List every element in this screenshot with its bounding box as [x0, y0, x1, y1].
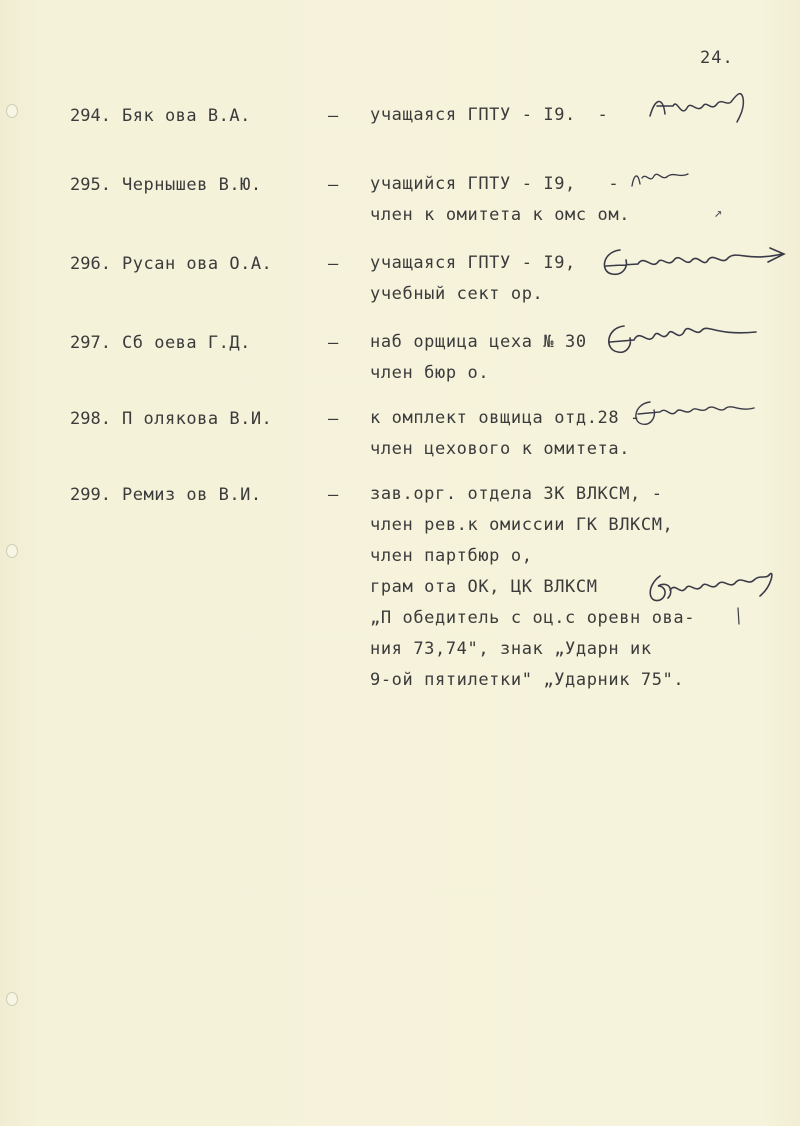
entry-number: 299.	[70, 485, 111, 505]
description-line: наб орщица цеха № 30	[370, 332, 587, 352]
person-name: Ремиз ов В.И.	[122, 485, 262, 505]
handwritten-signature	[598, 240, 788, 295]
separator-dash: –	[328, 254, 339, 274]
description-line: к омплект овщица отд.28 -	[370, 408, 641, 428]
entry-description	[370, 403, 641, 465]
person-name: Бяк ова В.А.	[122, 106, 251, 126]
description-line: зав.орг. отдела ЗК ВЛКСМ, -	[370, 484, 663, 504]
separator-dash: –	[328, 175, 339, 195]
person-name: Русан ова О.А.	[122, 254, 273, 274]
person-name: П олякова В.И.	[122, 409, 273, 429]
description-line: член бюр о.	[370, 363, 490, 383]
description-line: учебный сект ор.	[370, 284, 544, 304]
entry-description	[370, 100, 608, 131]
separator-dash: –	[328, 409, 339, 429]
handwritten-signature	[630, 394, 760, 434]
person-name: Сб оева Г.Д.	[122, 333, 251, 353]
entry-number: 294.	[70, 106, 111, 126]
pencil-mark: ↗	[714, 205, 723, 221]
separator-dash: –	[328, 485, 339, 505]
entry-number: 298.	[70, 409, 111, 429]
entry-description	[370, 327, 587, 389]
person-name: Чернышев В.Ю.	[122, 175, 262, 195]
entry-number: 296.	[70, 254, 111, 274]
handwritten-signature	[628, 164, 698, 194]
entry-description	[370, 248, 576, 310]
separator-dash: –	[328, 333, 339, 353]
punch-hole-mark	[6, 104, 18, 118]
entry-number: 297.	[70, 333, 111, 353]
description-line: член рев.к омиссии ГК ВЛКСМ,	[370, 515, 674, 535]
description-line: учащаяся ГПТУ - I9. -	[370, 105, 609, 125]
description-line: член к омитета к омс ом.	[370, 205, 631, 225]
description-line: „П обедитель с оц.с оревн ова-	[370, 608, 696, 628]
description-line: учащаяся ГПТУ - I9,	[370, 253, 576, 273]
description-line: грам ота ОК, ЦК ВЛКСМ	[370, 577, 598, 597]
page-number: 24.	[700, 48, 734, 68]
punch-hole-mark	[6, 992, 18, 1006]
entry-number: 295.	[70, 175, 111, 195]
description-line: 9-ой пятилетки" „Ударник 75".	[370, 670, 685, 690]
description-line: член партбюр о,	[370, 546, 533, 566]
punch-hole-mark	[6, 544, 18, 558]
handwritten-signature	[600, 312, 760, 362]
separator-dash: –	[328, 106, 339, 126]
handwritten-signature	[645, 88, 755, 128]
entry-description	[370, 169, 630, 231]
handwritten-signature	[640, 556, 780, 626]
description-line: учащийся ГПТУ - I9, -	[370, 174, 620, 194]
description-line: член цехового к омитета.	[370, 439, 631, 459]
description-line: ния 73,74", знак „Ударн ик	[370, 639, 652, 659]
